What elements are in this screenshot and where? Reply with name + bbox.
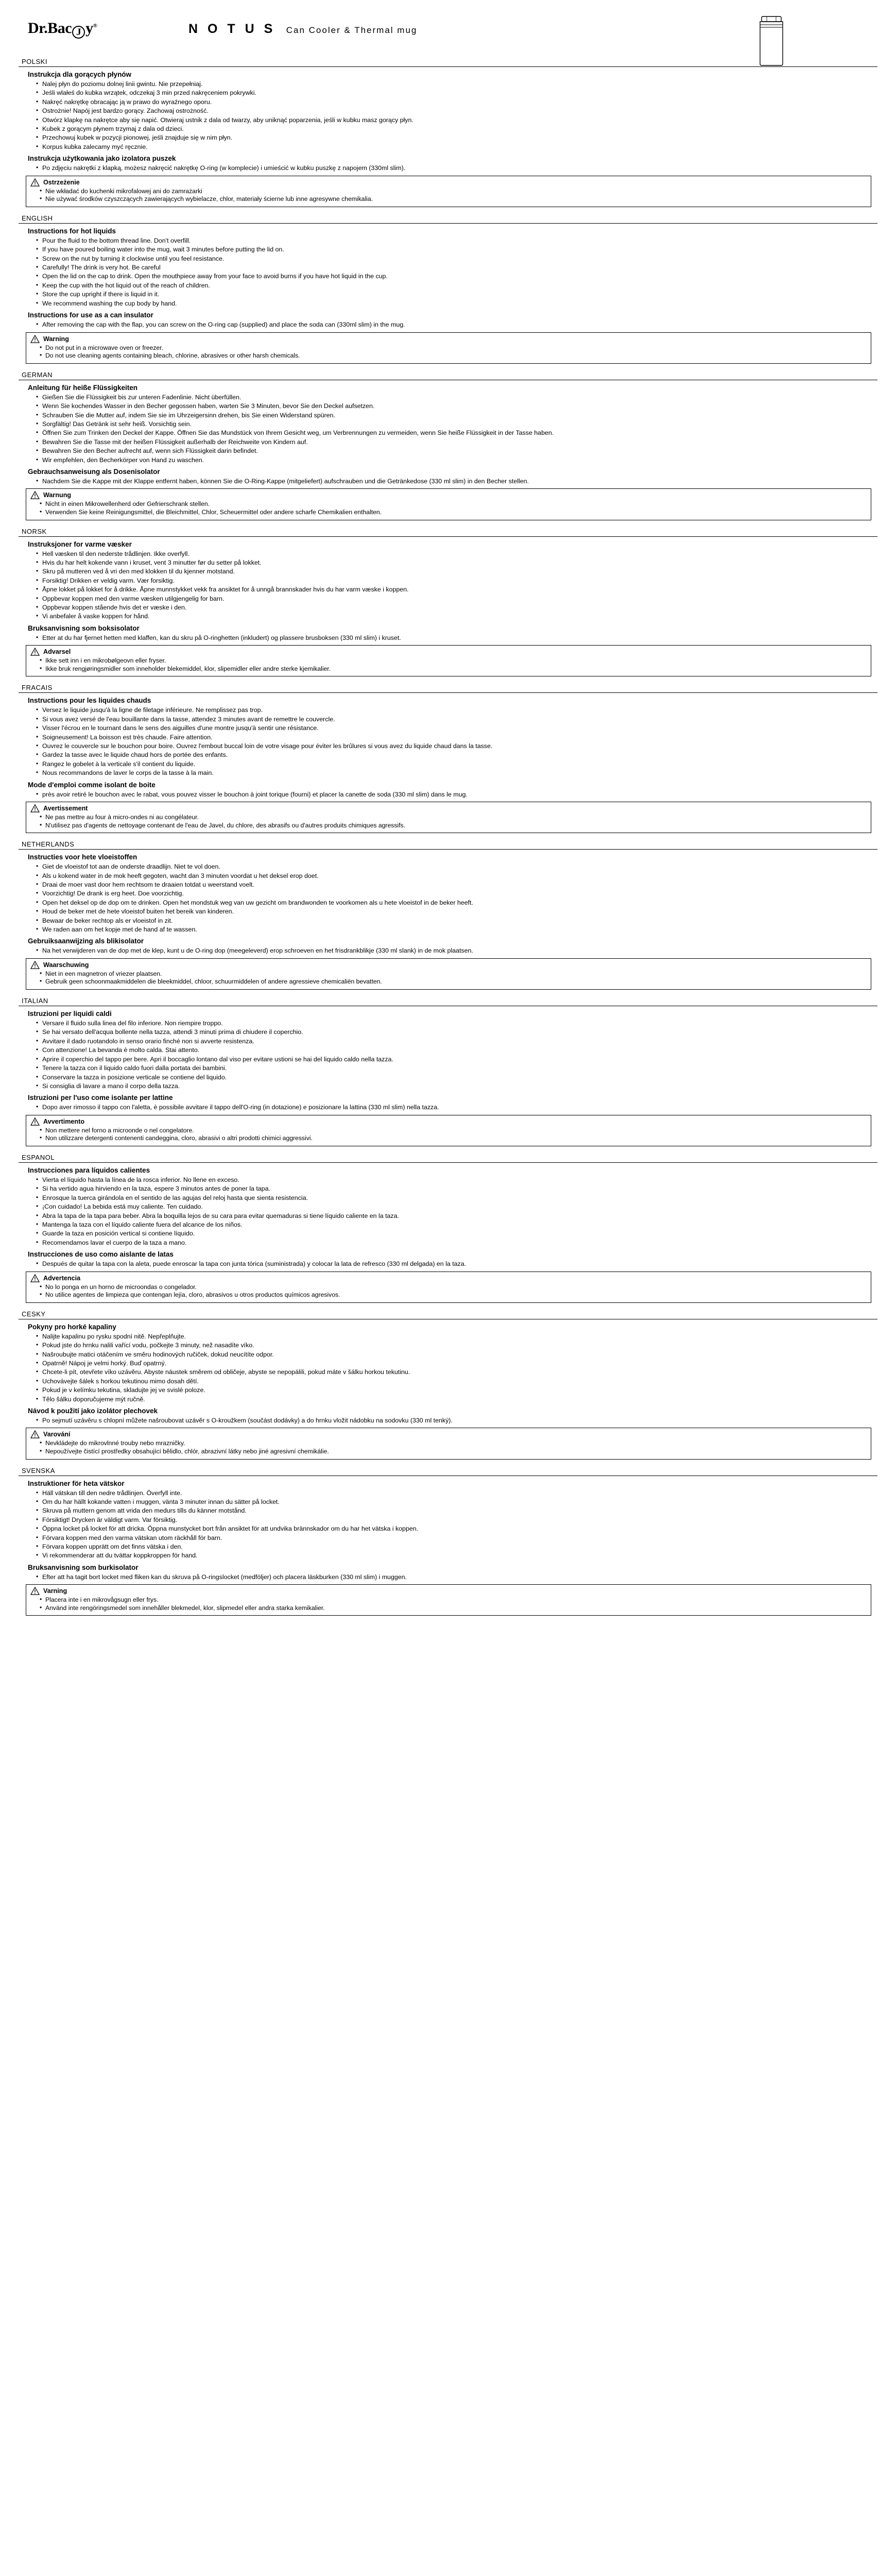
instruction-item: • Visser l'écrou en le tournant dans le sens des aiguilles d'une montre jusqu'à sentir une résistance. xyxy=(36,724,877,732)
instruction-item: • Nalej płyn do poziomu dolnej linii gwintu. Nie przepełniaj. xyxy=(36,80,877,88)
instruction-item: • Åpne lokket på lokket for å drikke. Åpne munnstykket vekk fra ansiktet for å unngå brannskader hvis du har varm væske i koppen. xyxy=(36,585,877,594)
section-heading: Anleitung für heiße Flüssigkeiten xyxy=(28,383,138,392)
instruction-item: • Abra la tapa de la tapa para beber. Abra la boquilla lejos de su cara para evitar quemaduras si tiene líquido caliente en la taza. xyxy=(36,1212,877,1220)
warning-list xyxy=(30,1439,867,1455)
instruction-item: • Voorzichtig! De drank is erg heet. Doe voorzichtig. xyxy=(36,889,877,897)
product-name: N O T U S xyxy=(188,22,276,36)
language-label: GERMAN xyxy=(22,370,53,379)
warning-box xyxy=(26,1272,871,1303)
section-heading: Instrukcja dla gorących płynów xyxy=(28,71,132,78)
instruction-item: • Gießen Sie die Flüssigkeit bis zur unteren Fadenlinie. Nicht überfüllen. xyxy=(36,393,877,401)
instruction-item: • Forsiktig! Drikken er veldig varm. Vær forsiktig. xyxy=(36,577,877,585)
instruction-list xyxy=(19,1489,877,1560)
brand-circle-icon: J xyxy=(72,26,85,39)
instruction-paragraph: • Efter att ha tagit bort locket med fliken kan du skruva på O-ringslocket (medföljer) och placera läskburken (330 ml slim) i muggen. xyxy=(19,1573,877,1581)
instruction-item: • Opatrně! Nápoj je velmi horký. Buď opatrný. xyxy=(36,1359,877,1367)
instruction-item: • Keep the cup with the hot liquid out of the reach of children. xyxy=(36,281,877,290)
instruction-item: • Našroubujte matici otáčením ve směru hodinových ručiček, dokud neucítíte odpor. xyxy=(36,1350,877,1359)
section-heading: Bruksanvisning som burkisolator xyxy=(28,1563,139,1571)
brand-text-bac: Bac xyxy=(47,20,72,37)
instruction-item: • Mantenga la taza con el líquido caliente fuera del alcance de los niños. xyxy=(36,1221,877,1229)
instruction-item: • Hvis du har helt kokende vann i kruset, vent 3 minutter før du setter på lokket. xyxy=(36,558,877,567)
warning-label: Warnung xyxy=(43,492,72,499)
instruction-item: • Giet de vloeistof tot aan de onderste draadlijn. Niet te vol doen. xyxy=(36,862,877,871)
instruction-item: • Conservare la tazza in posizione verticale se contiene del liquido. xyxy=(36,1073,877,1081)
instruction-list xyxy=(19,1176,877,1247)
instruction-item: • We raden aan om het kopje met de hand af te wassen. xyxy=(36,925,877,934)
instruction-item: • Avvitare il dado ruotandolo in senso orario finché non si avverte resistenza. xyxy=(36,1037,877,1045)
warning-item: • Ikke sett inn i en mikrobølgeovn eller fryser. xyxy=(40,657,867,665)
instruction-item: • Pokud je v kelímku tekutina, skladujte jej ve svislé poloze. xyxy=(36,1386,877,1394)
section-divider xyxy=(19,223,877,224)
language-label: ENGLISH xyxy=(22,214,53,222)
instruction-item: • Oppbevar koppen med den varme væsken utilgjengelig for barn. xyxy=(36,595,877,603)
language-label: NORSK xyxy=(22,527,47,535)
instruction-item: • Om du har hällt kokande vatten i muggen, vänta 3 minuter innan du sätter på locket. xyxy=(36,1498,877,1506)
language-block-polski xyxy=(19,56,877,207)
section-heading: Gebrauchsanweisung als Dosenisolator xyxy=(28,467,160,476)
warning-triangle-icon xyxy=(30,961,40,969)
section-heading: Instructions for use as a can insulator xyxy=(28,311,153,319)
instruction-item: • Kubek z gorącym płynem trzymaj z dala od dzieci. xyxy=(36,125,877,133)
warning-item: • Non utilizzare detergenti contenenti candeggina, cloro, abrasivi o altri prodotti chimici aggressivi. xyxy=(40,1134,867,1143)
instruction-item: • Ostrożnie! Napój jest bardzo gorący. Zachowaj ostrożność. xyxy=(36,107,877,115)
brand-text-r: r xyxy=(39,20,44,37)
warning-item: • Nepoužívejte čistící prostředky obsahující bělidlo, chlór, abrazivní látky nebo jiné agresivní chemikálie. xyxy=(40,1448,867,1456)
section-heading: Instrukcja użytkowania jako izolatora puszek xyxy=(28,155,176,163)
warning-label: Advertencia xyxy=(43,1274,81,1282)
document-header xyxy=(19,14,877,55)
section-divider xyxy=(19,849,877,850)
warning-triangle-icon xyxy=(30,335,40,343)
instruction-item: • Open the lid on the cap to drink. Open the mouthpiece away from your face to avoid burns if you have hot liquid in the cup. xyxy=(36,272,877,280)
warning-label: Avvertimento xyxy=(43,1117,85,1125)
instruction-paragraph: • Después de quitar la tapa con la aleta, puede enroscar la tapa con junta tórica (suministrada) y colocar la lata de refresco (330 ml delgada) en la taza. xyxy=(19,1260,877,1268)
instruction-item: • ¡Con cuidado! La bebida está muy caliente. Ten cuidado. xyxy=(36,1202,877,1211)
warning-item: • Nie używać środków czyszczących zawierających wybielacze, chlor, materiały ścierne lub inne agresywne chemikalia. xyxy=(40,195,867,204)
warning-list xyxy=(30,1596,867,1612)
instruction-item: • Förvara koppen upprätt om det finns vätska i den. xyxy=(36,1543,877,1551)
section-heading: Instructies voor hete vloeistoffen xyxy=(28,853,137,861)
product-title-block xyxy=(188,22,417,37)
section-heading: Instruktioner för heta vätskor xyxy=(28,1479,125,1487)
language-block-english xyxy=(19,212,877,364)
section-heading: Istruzioni per liquidi caldi xyxy=(28,1010,112,1018)
warning-list xyxy=(30,188,867,204)
instruction-item: • Öppna locket på locket för att dricka. Öppna munstycket bort från ansiktet för att undvika brännskador om du har het vätska i koppen. xyxy=(36,1524,877,1533)
warning-box xyxy=(26,958,871,990)
language-label: ESPANOL xyxy=(22,1153,55,1161)
warning-triangle-icon xyxy=(30,1274,40,1282)
warning-label: Advarsel xyxy=(43,648,71,656)
language-label: NETHERLANDS xyxy=(22,840,75,849)
language-label: CESKY xyxy=(22,1310,46,1318)
warning-box xyxy=(26,645,871,676)
instruction-item: • Jeśli wlałeś do kubka wrzątek, odczekaj 3 min przed nakręceniem pokrywki. xyxy=(36,89,877,97)
warning-triangle-icon xyxy=(30,1430,40,1438)
warning-item: • Nie wkładać do kuchenki mikrofalowej ani do zamrażarki xyxy=(40,188,867,196)
warning-triangle-icon xyxy=(30,491,40,499)
instruction-item: • Chcete-li pít, otevřete víko uzávěru. Abyste náustek směrem od obličeje, abyste se nepopálili, pokud máte v šálku horkou tekutinu. xyxy=(36,1368,877,1376)
warning-triangle-icon xyxy=(30,648,40,656)
section-heading: Instructions pour les liquides chauds xyxy=(28,697,151,705)
instruction-item: • Nakręć nakrętkę obracając ją w prawo do wyraźnego oporu. xyxy=(36,98,877,106)
warning-item: • Nevkládejte do mikrovlnné trouby nebo mrazničky. xyxy=(40,1439,867,1448)
language-sections xyxy=(19,56,877,1616)
section-heading: Gebruiksaanwijzing als blikisolator xyxy=(28,937,144,945)
warning-list xyxy=(30,657,867,673)
section-heading: Instruksjoner for varme væsker xyxy=(28,540,132,548)
warning-box xyxy=(26,1584,871,1616)
instruction-item: • Se hai versato dell'acqua bollente nella tazza, attendi 3 minuti prima di chiudere il coperchio. xyxy=(36,1028,877,1036)
instruction-list xyxy=(19,393,877,464)
warning-item: • Använd inte rengöringsmedel som innehåller blekmedel, klor, slipmedel eller andra starka kemikalier. xyxy=(40,1604,867,1613)
warning-label: Varování xyxy=(43,1431,71,1438)
instruction-list xyxy=(19,550,877,621)
warning-label: Avertissement xyxy=(43,805,88,812)
instruction-item: • Wir empfehlen, den Becherkörper von Hand zu waschen. xyxy=(36,456,877,464)
warning-header xyxy=(30,1117,867,1126)
instruction-item: • Recomendamos lavar el cuerpo de la taza a mano. xyxy=(36,1239,877,1247)
warning-list xyxy=(30,970,867,986)
language-block-italian xyxy=(19,995,877,1146)
instruction-item: • Försiktigt! Drycken är väldigt varm. Var försiktig. xyxy=(36,1516,877,1524)
warning-item: • Placera inte i en mikrovågsugn eller frys. xyxy=(40,1596,867,1604)
warning-box xyxy=(26,488,871,520)
instruction-item: • Nalijte kapalinu po rysku spodní nitě. Nepřeplňujte. xyxy=(36,1332,877,1341)
instruction-item: • Store the cup upright if there is liquid in it. xyxy=(36,290,877,298)
instruction-item: • Con attenzione! La bevanda è molto calda. Stai attento. xyxy=(36,1046,877,1054)
warning-triangle-icon xyxy=(30,1587,40,1595)
instruction-item: • Bewaar de beker rechtop als er vloeistof in zit. xyxy=(36,917,877,925)
instruction-paragraph: • près avoir retiré le bouchon avec le rabat, vous pouvez visser le bouchon à joint torique (fourni) et placer la canette de soda (330 ml slim) dans le mug. xyxy=(19,790,877,799)
language-block-cesky xyxy=(19,1308,877,1460)
section-heading: Istruzioni per l'uso come isolante per lattine xyxy=(28,1094,173,1102)
warning-header xyxy=(30,1587,867,1595)
instruction-item: • Przechowuj kubek w pozycji pionowej, jeśli znajduje się w nim płyn. xyxy=(36,133,877,142)
instruction-item: • Vi rekommenderar att du tvättar koppkroppen för hand. xyxy=(36,1551,877,1560)
instruction-item: • Vierta el líquido hasta la línea de la rosca inferior. No llene en exceso. xyxy=(36,1176,877,1184)
instruction-item: • Pokud jste do hrnku nalili vařící vodu, počkejte 3 minuty, než nasadíte víko. xyxy=(36,1341,877,1349)
warning-item: • Gebruik geen schoonmaakmiddelen die bleekmiddel, chloor, schuurmiddelen of andere agressieve chemicaliën bevatten. xyxy=(40,978,867,986)
warning-header xyxy=(30,491,867,499)
section-heading: Instrucciones de uso como aislante de latas xyxy=(28,1250,174,1259)
instruction-item: • Guarde la taza en posición vertical si contiene líquido. xyxy=(36,1229,877,1238)
brand-registered-mark: ® xyxy=(93,23,97,29)
language-label: ITALIAN xyxy=(22,997,48,1005)
warning-label: Warning xyxy=(43,335,69,343)
warning-list xyxy=(30,500,867,516)
instruction-item: • Skru på mutteren ved å vri den med klokken til du kjenner motstand. xyxy=(36,567,877,575)
warning-item: • N'utilisez pas d'agents de nettoyage contenant de l'eau de Javel, du chlore, des abrasifs ou d'autres produits chimiques agressifs. xyxy=(40,822,867,830)
instruction-item: • Si ha vertido agua hirviendo en la taza, espere 3 minutos antes de poner la tapa. xyxy=(36,1184,877,1193)
warning-label: Varning xyxy=(43,1587,67,1595)
warning-header xyxy=(30,178,867,187)
instruction-item: • Sorgfältig! Das Getränk ist sehr heiß. Vorsichtig sein. xyxy=(36,420,877,428)
warning-item: • Do not put in a microwave oven or freezer. xyxy=(40,344,867,352)
warning-triangle-icon xyxy=(30,1117,40,1126)
instruction-item: • Carefully! The drink is very hot. Be careful xyxy=(36,263,877,272)
instruction-paragraph: • Dopo aver rimosso il tappo con l'aletta, è possibile avvitare il tappo dell'O-ring (in dotazione) e posizionare la lattina (330 ml slim) nella tazza. xyxy=(19,1103,877,1111)
language-block-svenska xyxy=(19,1465,877,1616)
warning-list xyxy=(30,344,867,360)
instruction-item: • If you have poured boiling water into the mug, wait 3 minutes before putting the lid on. xyxy=(36,245,877,253)
instruction-item: • Öffnen Sie zum Trinken den Deckel der Kappe. Öffnen Sie das Mundstück von Ihrem Gesicht weg, um Verbrennungen zu vermeiden, wenn Sie heiße Flüssigkeit in der Tasse haben. xyxy=(36,429,877,437)
language-label: POLSKI xyxy=(22,58,47,65)
language-block-espanol xyxy=(19,1151,877,1303)
instruction-item: • Si consiglia di lavare a mano il corpo della tazza. xyxy=(36,1082,877,1090)
section-divider xyxy=(19,536,877,537)
warning-list xyxy=(30,1127,867,1143)
section-heading: Pokyny pro horké kapaliny xyxy=(28,1323,116,1331)
section-heading: Instructions for hot liquids xyxy=(28,227,116,235)
instruction-item: • Hell væsken til den nederste trådlinjen. Ikke overfyll. xyxy=(36,550,877,558)
instruction-item: • Gardez la tasse avec le liquide chaud hors de portée des enfants. xyxy=(36,751,877,759)
instruction-item: • Oppbevar koppen stående hvis det er væske i den. xyxy=(36,603,877,612)
warning-item: • No lo ponga en un horno de microondas o congelador. xyxy=(40,1283,867,1292)
instruction-item: • Bewahren Sie den Becher aufrecht auf, wenn sich Flüssigkeit darin befindet. xyxy=(36,447,877,455)
instruction-item: • Uchovávejte šálek s horkou tekutinou mimo dosah dětí. xyxy=(36,1377,877,1385)
instruction-item: • Rangez le gobelet à la verticale s'il contient du liquide. xyxy=(36,760,877,768)
section-heading: Mode d'emploi comme isolant de boite xyxy=(28,781,156,789)
instruction-item: • Draai de moer vast door hem rechtsom te draaien totdat u weerstand voelt. xyxy=(36,880,877,889)
instruction-list xyxy=(19,1019,877,1090)
warning-triangle-icon xyxy=(30,178,40,187)
instruction-paragraph: • Po zdjęciu nakrętki z klapką, możesz nakręcić nakrętkę O-ring (w komplecie) i umieścić w kubku puszkę z napojem (330ml slim). xyxy=(19,164,877,172)
instruction-item: • Wenn Sie kochendes Wasser in den Becher gegossen haben, warten Sie 3 Minuten, bevor Sie den Deckel aufsetzen. xyxy=(36,402,877,410)
instruction-list xyxy=(19,236,877,308)
instruction-item: • Open het deksel op de dop om te drinken. Open het mondstuk weg van uw gezicht om brandwonden te voorkomen als u hete vloeistof in de beker heeft. xyxy=(36,899,877,907)
instruction-item: • Bewahren Sie die Tasse mit der heißen Flüssigkeit außerhalb der Reichweite von Kindern auf. xyxy=(36,438,877,446)
instruction-list xyxy=(19,80,877,151)
instruction-item: • Vi anbefaler å vaske koppen for hånd. xyxy=(36,612,877,620)
instruction-item: • Si vous avez versé de l'eau bouillante dans la tasse, attendez 3 minutes avant de remettre le couvercle. xyxy=(36,715,877,723)
brand-text-dr: D xyxy=(28,20,39,37)
warning-list xyxy=(30,814,867,829)
instruction-item: • Enrosque la tuerca girándola en el sentido de las agujas del reloj hasta que sienta resistencia. xyxy=(36,1194,877,1202)
language-block-norsk xyxy=(19,526,877,677)
instruction-item: • Otwórz klapkę na nakrętce aby się napić. Otwieraj ustnik z dala od twarzy, aby uniknąć poparzenia, jeśli w kubku masz gorący płyn. xyxy=(36,116,877,124)
language-label: FRACAIS xyxy=(22,684,53,692)
instruction-item: • Häll vätskan till den nedre trådlinjen. Överfyll inte. xyxy=(36,1489,877,1497)
warning-box xyxy=(26,802,871,833)
instruction-item: • Nous recommandons de laver le corps de la tasse à la main. xyxy=(36,769,877,777)
warning-box xyxy=(26,332,871,364)
language-label: SVENSKA xyxy=(22,1466,55,1475)
warning-box xyxy=(26,176,871,207)
warning-header xyxy=(30,1430,867,1438)
warning-header xyxy=(30,961,867,969)
warning-triangle-icon xyxy=(30,804,40,812)
instruction-item: • Versez le liquide jusqu'à la ligne de filetage inférieure. Ne remplissez pas trop. xyxy=(36,706,877,714)
warning-item: • Niet in een magnetron of vriezer plaatsen. xyxy=(40,970,867,978)
instruction-item: • Soigneusement! La boisson est très chaude. Faire attention. xyxy=(36,733,877,741)
instruction-item: • Aprire il coperchio del tappo per bere. Apri il boccaglio lontano dal viso per evitare ustioni se hai del liquido caldo nella tazza. xyxy=(36,1055,877,1063)
warning-box xyxy=(26,1115,871,1146)
instruction-paragraph: • Po sejmutí uzávěru s chlopní můžete našroubovat uzávěr s O-kroužkem (součást dodávky) a do hrnku vložit nádobku na sodovku (330 ml tenký). xyxy=(19,1416,877,1425)
warning-label: Waarschuwing xyxy=(43,961,89,969)
instruction-item: • Förvara koppen med den varma vätskan utom räckhåll för barn. xyxy=(36,1534,877,1542)
instruction-item: • Houd de beker met de hete vloeistof buiten het bereik van kinderen. xyxy=(36,907,877,916)
section-divider xyxy=(19,1162,877,1163)
instruction-list xyxy=(19,862,877,934)
instruction-item: • We recommend washing the cup body by hand. xyxy=(36,299,877,308)
instruction-item: • Screw on the nut by turning it clockwise until you feel resistance. xyxy=(36,255,877,263)
brand-text-y: y xyxy=(85,20,93,37)
instruction-item: • Als u kokend water in de mok heeft gegoten, wacht dan 3 minuten voordat u het deksel erop doet. xyxy=(36,872,877,880)
warning-label: Ostrzeżenie xyxy=(43,178,80,186)
warning-box xyxy=(26,1428,871,1459)
warning-item: • Ne pas mettre au four à micro-ondes ni au congélateur. xyxy=(40,814,867,822)
instruction-item: • Pour the fluid to the bottom thread line. Don't overfill. xyxy=(36,236,877,245)
instruction-list xyxy=(19,706,877,777)
warning-item: • Nicht in einen Mikrowellenherd oder Gefrierschrank stellen. xyxy=(40,500,867,509)
instruction-item: • Korpus kubka zalecamy myć ręcznie. xyxy=(36,143,877,151)
warning-header xyxy=(30,648,867,656)
instruction-list xyxy=(19,1332,877,1403)
warning-list xyxy=(30,1283,867,1299)
section-divider xyxy=(19,66,877,67)
warning-header xyxy=(30,335,867,343)
brand-text-dot: . xyxy=(44,20,48,37)
warning-item: • Ikke bruk rengjøringsmidler som inneholder blekemiddel, klor, slipemidler eller andre sterke kjemikalier. xyxy=(40,665,867,673)
language-block-german xyxy=(19,369,877,520)
warning-item: • Non mettere nel forno a microonde o nel congelatore. xyxy=(40,1127,867,1135)
brand-logo xyxy=(28,20,97,37)
instruction-item: • Ouvrez le couvercle sur le bouchon pour boire. Ouvrez l'embout buccal loin de votre visage pour éviter les brûlures si vous avez du liquide chaud dans la tasse. xyxy=(36,742,877,750)
warning-item: • No utilice agentes de limpieza que contengan lejía, cloro, abrasivos u otros productos químicos agresivos. xyxy=(40,1291,867,1299)
warning-item: • Do not use cleaning agents containing bleach, chlorine, abrasives or other harsh chemicals. xyxy=(40,352,867,360)
language-block-netherlands xyxy=(19,838,877,990)
instruction-paragraph: • After removing the cap with the flap, you can screw on the O-ring cap (supplied) and place the soda can (330ml slim) in the mug. xyxy=(19,320,877,329)
section-divider xyxy=(19,692,877,693)
instruction-paragraph: • Etter at du har fjernet hetten med klaffen, kan du skru på O-ringhetten (inkludert) og plassere brusboksen (330 ml slim) i kruset. xyxy=(19,634,877,642)
product-subtitle: Can Cooler & Thermal mug xyxy=(286,25,418,35)
thermal-mug-illustration-icon xyxy=(729,14,848,66)
section-heading: Instrucciones para líquidos calientes xyxy=(28,1166,150,1174)
language-block-fracais xyxy=(19,682,877,833)
section-heading: Návod k použití jako izolátor plechovek xyxy=(28,1407,158,1415)
instruction-paragraph: • Na het verwijderen van de dop met de klep, kunt u de O-ring dop (meegeleverd) erop schroeven en het frisdrankblikje (330 ml slank) in de mok plaatsen. xyxy=(19,946,877,955)
instruction-paragraph: • Nachdem Sie die Kappe mit der Klappe entfernt haben, können Sie die O-Ring-Kappe (mitgeliefert) aufschrauben und die Getränkedose (330 ml slim) in den Becher stellen. xyxy=(19,477,877,485)
section-heading: Bruksanvisning som boksisolator xyxy=(28,624,140,632)
instruction-item: • Tenere la tazza con il liquido caldo fuori dalla portata dei bambini. xyxy=(36,1064,877,1072)
warning-header xyxy=(30,1274,867,1282)
warning-item: • Verwenden Sie keine Reinigungsmittel, die Bleichmittel, Chlor, Scheuermittel oder andere scharfe Chemikalien enthalten. xyxy=(40,509,867,517)
instruction-item: • Tělo šálku doporučujeme mýt ručně. xyxy=(36,1395,877,1403)
instruction-item: • Versare il fluido sulla linea del filo inferiore. Non riempire troppo. xyxy=(36,1019,877,1027)
warning-header xyxy=(30,804,867,812)
instruction-item: • Skruva på muttern genom att vrida den medurs tills du känner motstånd. xyxy=(36,1506,877,1515)
instruction-item: • Schrauben Sie die Mutter auf, indem Sie sie im Uhrzeigersinn drehen, bis Sie einen Widerstand spüren. xyxy=(36,411,877,419)
